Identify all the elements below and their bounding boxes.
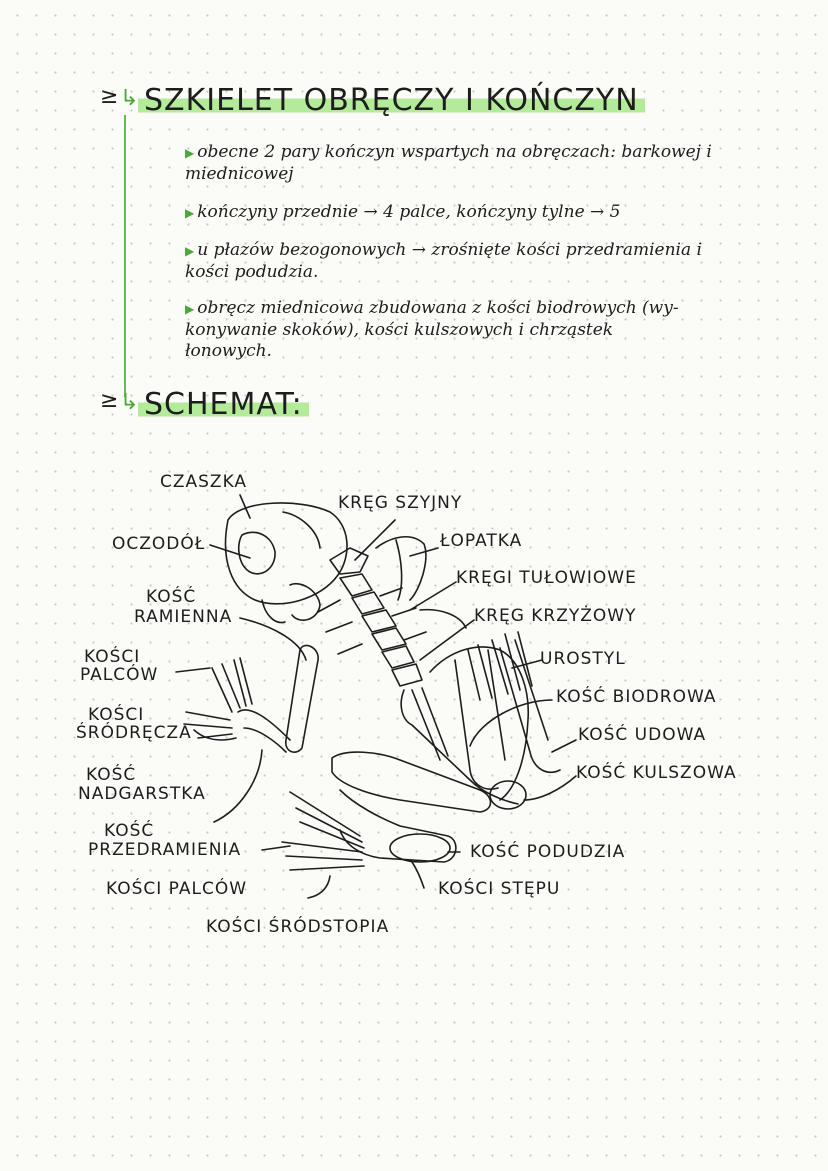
bullet-item: ▶ obręcz miednicowa zbudowana z kości biodrowych (wy- konywanie skoków), kości kulszowych i chrząstek łonowych. xyxy=(185,298,679,361)
bullet-item: ▶ obecne 2 pary kończyn wspartych na obręczach: barkowej i miednicowej xyxy=(185,142,712,184)
label-kosc-ramienna: RAMIENNA xyxy=(134,607,233,627)
arrow-icon: ↳ xyxy=(120,390,139,415)
label-krag-krzyzowy: KRĘG KRZYŻOWY xyxy=(474,606,637,626)
bullet-item: ▶ u płazów bezogonowych → zrośnięte kości przedramienia i kości podudzia. xyxy=(185,240,702,282)
label-kosci-palcow: KOŚCI xyxy=(84,647,141,667)
label-kosci-srodstopia: KOŚCI ŚRÓDSTOPIA xyxy=(206,917,390,937)
chevron-marker-icon: ≥ xyxy=(100,84,119,109)
section-title: SCHEMAT: xyxy=(138,390,309,420)
label-kosc-biodrowa: KOŚĆ BIODROWA xyxy=(556,687,717,707)
label-krag-szyjny: KRĘG SZYJNY xyxy=(338,493,463,513)
label-urostyl: UROSTYL xyxy=(540,649,626,669)
section-title: SZKIELET OBRĘCZY I KOŃCZYN xyxy=(138,86,645,116)
label-lopatka: ŁOPATKA xyxy=(440,531,523,551)
label-oczodol: OCZODÓŁ xyxy=(112,534,206,554)
label-kosci-srodrecza: KOŚCI xyxy=(88,705,145,725)
bullet-item: ▶ kończyny przednie → 4 palce, kończyny tylne → 5 xyxy=(185,202,621,222)
label-kosc-nadgarstka: NADGARSTKA xyxy=(78,784,206,804)
label-kosc-nadgarstka: KOŚĆ xyxy=(86,765,137,785)
label-kosci-stepu: KOŚCI STĘPU xyxy=(438,879,561,899)
label-kosc-przedramienia: PRZEDRAMIENIA xyxy=(88,840,242,860)
bullet-icon: ▶ xyxy=(185,206,195,220)
label-kosc-przedramienia: KOŚĆ xyxy=(104,821,155,841)
label-kosci-palcow-dolne: KOŚCI PALCÓW xyxy=(106,879,248,899)
label-kosci-srodrecza: ŚRÓDRĘCZA xyxy=(76,723,192,743)
label-czaszka: CZASZKA xyxy=(160,472,248,492)
chevron-marker-icon: ≥ xyxy=(100,388,119,413)
bullet-icon: ▶ xyxy=(185,146,195,160)
label-kosc-podudzia: KOŚĆ PODUDZIA xyxy=(470,842,626,862)
label-kosci-palcow: PALCÓW xyxy=(80,665,159,685)
label-kosc-udowa: KOŚĆ UDOWA xyxy=(578,725,707,745)
bullet-icon: ▶ xyxy=(185,244,195,258)
label-kregi-tulowiowe: KRĘGI TUŁOWIOWE xyxy=(456,568,637,588)
label-kosc-ramienna: KOŚĆ xyxy=(146,587,197,607)
label-kosc-kulszowa: KOŚĆ KULSZOWA xyxy=(576,763,737,783)
arrow-icon: ↳ xyxy=(120,86,139,111)
bullet-icon: ▶ xyxy=(185,302,195,316)
